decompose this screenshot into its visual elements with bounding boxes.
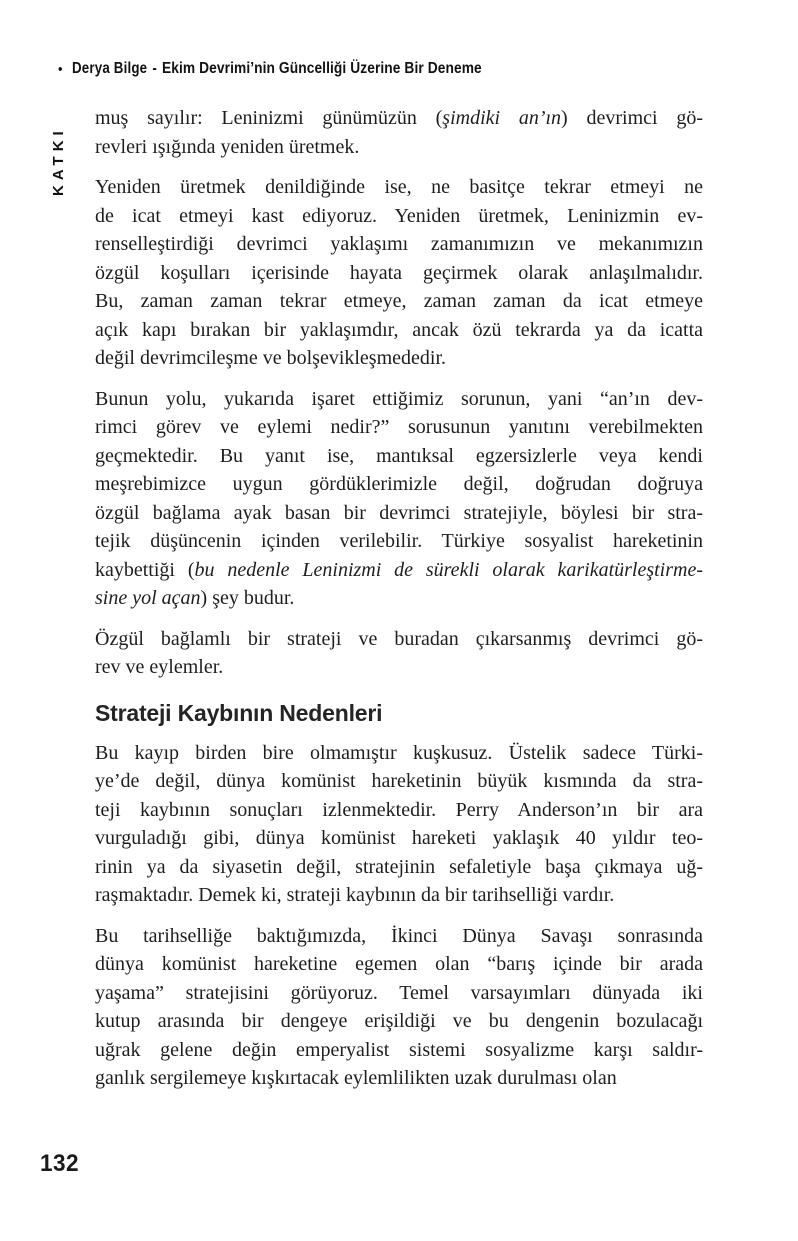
running-header [58, 60, 482, 78]
text-line: dünya komünist hareketine egemen olan “barış içinde bir arada [95, 953, 703, 975]
text-line: açık kapı bırakan bir yaklaşımdır, ancak özü tekrarda ya da icatta [95, 318, 703, 341]
text-line: Bu tarihselliğe baktığımızda, İkinci Dünya Savaşı sonrasında [95, 924, 703, 947]
journal-tag-vertical: KATKI [50, 126, 67, 196]
text-line: değil devrimcileşme ve bolşevikleşmededir. [95, 347, 447, 369]
paragraph [95, 104, 703, 161]
text-line: sine yol açan) şey budur. [95, 587, 295, 609]
text-line: vurguladığı gibi, dünya komünist hareketi yaklaşık 40 yıldır teo- [95, 827, 703, 849]
text-line: Bunun yolu, yukarıda işaret ettiğimiz sorunun, yani “an’ın dev- [95, 387, 703, 410]
header-author: Derya Bilge [71, 60, 148, 77]
text-line: geçmektedir. Bu yanıt ise, mantıksal egzersizlerle veya kendi [95, 444, 703, 467]
paragraph [95, 739, 703, 910]
text-line: renselleştirdiği devrimci yaklaşımı zamanımızın ve mekanımızın [95, 233, 703, 255]
text-line: rimci görev ve eylemi nedir?” sorusunun yanıtını verebilmekten [95, 416, 703, 438]
text-line: Bu kayıp birden bire olmamıştır kuşkusuz. Üstelik sadece Türki- [95, 741, 703, 764]
text-line: tejik düşüncenin içinden verilebilir. Türkiye sosyalist hareketinin [95, 530, 703, 552]
text-line: Bu, zaman zaman tekrar etmeye, zaman zaman da icat etmeye [95, 290, 703, 312]
header-separator: - [152, 60, 157, 77]
text-line: rev ve eylemler. [95, 656, 224, 678]
paragraph [95, 385, 703, 613]
bullet-icon: • [58, 60, 63, 78]
section-heading: Strateji Kaybının Nedenleri [95, 699, 383, 726]
text-line: ganlık sergilemeye kışkırtacak eylemlilikten uzak durulması olan [95, 1067, 617, 1089]
text-line: ye’de değil, dünya komünist hareketinin büyük kısmında da stra- [95, 770, 703, 792]
text-line: meşrebimizce uygun gördüklerimizle değil, doğrudan doğruya [95, 473, 703, 495]
text-line: revleri ışığında yeniden üretmek. [95, 135, 360, 158]
text-line: de icat etmeyi kast ediyoruz. Yeniden üretmek, Leninizmin ev- [95, 204, 703, 227]
text-line: kaybettiği (bu nedenle Leninizmi de sürekli olarak karikatürleştirme- [95, 558, 703, 581]
paragraph [95, 625, 703, 682]
paragraph [95, 173, 703, 373]
text-line: uğrak gelene değin emperyalist sistemi sosyalizme karşı saldır- [95, 1038, 703, 1061]
text-line: muş sayılır: Leninizmi günümüzün (şimdiki an’ın) devrimci gö- [95, 107, 703, 129]
page-body [95, 104, 703, 1105]
header-article-title: Ekim Devrimi’nin Güncelliği Üzerine Bir Deneme [162, 60, 482, 77]
text-line: kutup arasında bir dengeye erişildiği ve bu dengenin bozulacağı [95, 1010, 703, 1032]
text-line: özgül bağlama ayak basan bir devrimci stratejiyle, böylesi bir stra- [95, 501, 703, 524]
text-line: rinin ya da siyasetin değil, stratejinin sefaletiyle başa çıkmaya uğ- [95, 855, 703, 878]
text-line: özgül koşulları içerisinde hayata geçirmek olarak anlaşılmalıdır. [95, 261, 703, 284]
paragraph [95, 922, 703, 1093]
text-line: Yeniden üretmek denildiğinde ise, ne basitçe tekrar etmeyi ne [95, 176, 703, 198]
text-line: teji kaybının sonuçları izlenmektedir. Perry Anderson’ın bir ara [95, 798, 703, 821]
page-number: 132 [40, 1150, 80, 1177]
text-line: raşmaktadır. Demek ki, strateji kaybının da bir tarihselliği vardır. [95, 884, 615, 906]
text-line: Özgül bağlamlı bir strateji ve buradan çıkarsanmış devrimci gö- [95, 627, 703, 650]
text-line: yaşama” stratejisini görüyoruz. Temel varsayımları dünyada iki [95, 981, 703, 1004]
